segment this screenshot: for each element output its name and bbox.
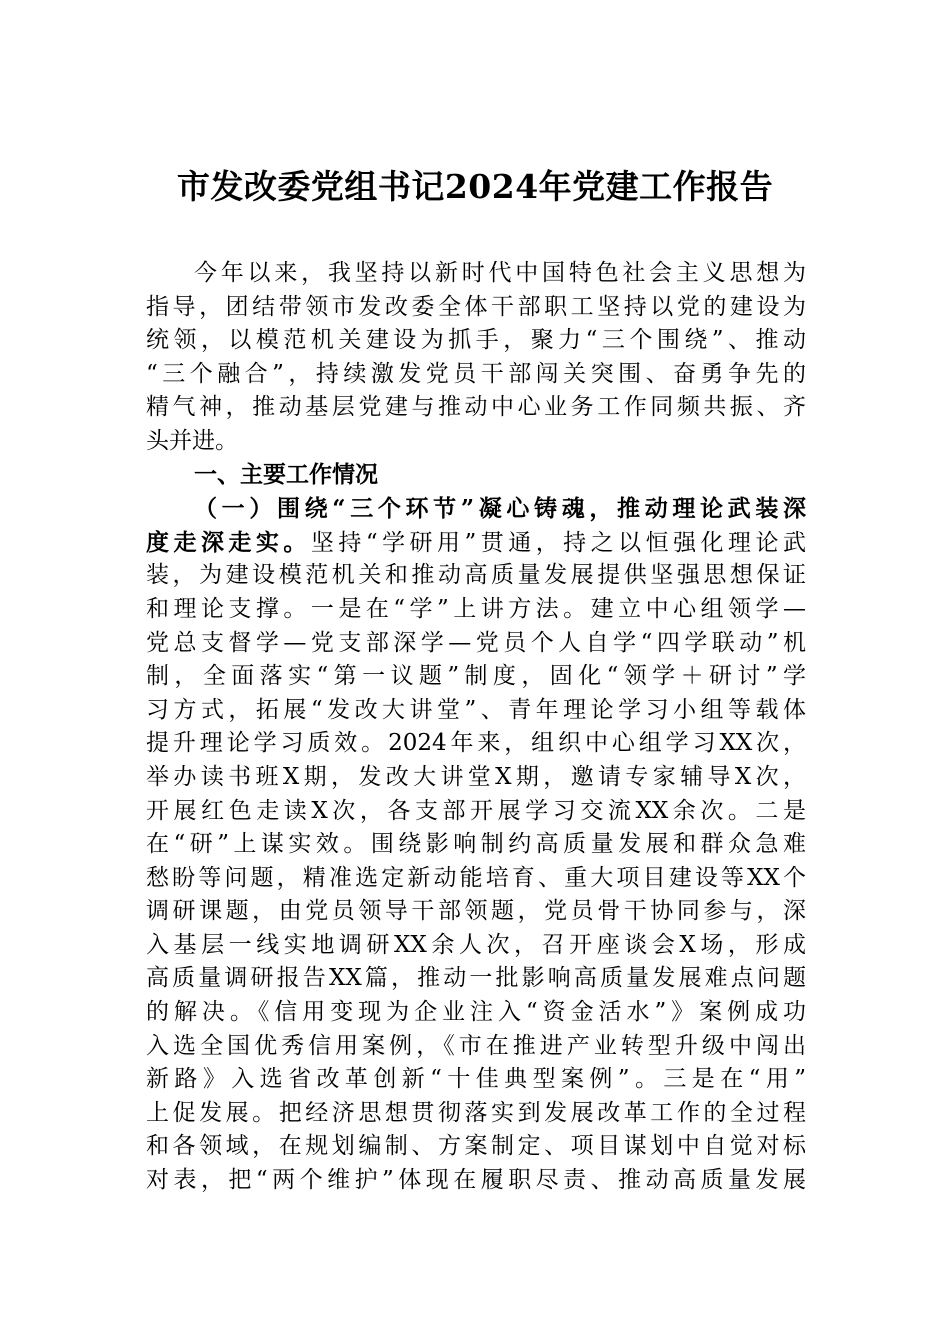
body-line: 举办读书班X期，发改大讲堂X期，邀请专家辅导X次， xyxy=(146,763,806,790)
body-line: 提升理论学习质效。2024年来，组织中心组学习XX次， xyxy=(146,730,806,757)
body-line: 党总支督学—党支部深学—党员个人自学“四学联动”机 xyxy=(146,629,806,656)
document-title: 市发改委党组书记2024年党建工作报告 xyxy=(176,167,774,206)
body-line: 高质量调研报告XX篇，推动一批影响高质量发展难点问题 xyxy=(146,965,806,992)
subsection-heading: （一）围绕“三个环节”凝心铸魂，推动理论武装深 xyxy=(194,495,806,523)
intro-line: 今年以来，我坚持以新时代中国特色社会主义思想为 xyxy=(194,260,806,286)
section-heading: 一、主要工作情况 xyxy=(194,461,378,488)
body-line: 愁盼等问题，精准选定新动能培育、重大项目建设等XX个 xyxy=(146,864,806,891)
intro-line: 头并进。 xyxy=(146,427,238,454)
body-line-mixed xyxy=(146,526,806,560)
body-line: 装，为建设模范机关和推动高质量发展提供坚强思想保证 xyxy=(146,562,806,589)
intro-line: “三个融合”，持续激发党员干部闯关突围、奋勇争先的 xyxy=(146,360,806,387)
body-line: 的解决。《信用变现为企业注入“资金活水”》案例成功 xyxy=(146,999,806,1026)
body-line: 在“研”上谋实效。围绕影响制约高质量发展和群众急难 xyxy=(146,831,806,858)
body-line: 制，全面落实“第一议题”制度，固化“领学＋研讨”学 xyxy=(146,663,806,690)
intro-line: 统领，以模范机关建设为抓手，聚力“三个围绕”、推动 xyxy=(146,327,806,354)
intro-line: 指导，团结带领市发改委全体干部职工坚持以党的建设为 xyxy=(146,293,806,320)
body-line: 开展红色走读X次，各支部开展学习交流XX余次。二是 xyxy=(146,797,806,824)
body-line: 对表，把“两个维护”体现在履职尽责、推动高质量发展 xyxy=(146,1167,806,1194)
body-line: 调研课题，由党员领导干部领题，党员骨干协同参与，深 xyxy=(146,898,806,925)
body-line: 和各领域，在规划编制、方案制定、项目谋划中自觉对标 xyxy=(146,1133,806,1160)
body-text: 坚持“学研用”贯通，持之以恒强化理论武 xyxy=(310,529,806,556)
body-line: 和理论支撑。一是在“学”上讲方法。建立中心组领学— xyxy=(146,595,806,622)
body-line: 上促发展。把经济思想贯彻落实到发展改革工作的全过程 xyxy=(146,1099,806,1126)
document-body xyxy=(146,257,806,1198)
body-line: 入选全国优秀信用案例，《市在推进产业转型升级中闯出 xyxy=(146,1032,806,1059)
intro-line: 精气神，推动基层党建与推动中心业务工作同频共振、齐 xyxy=(146,394,806,421)
subsection-heading-continued: 度走深走实。 xyxy=(146,528,311,556)
body-line: 习方式，拓展“发改大讲堂”、青年理论学习小组等载体 xyxy=(146,696,806,723)
body-line: 入基层一线实地调研XX余人次，召开座谈会X场，形成 xyxy=(146,931,806,958)
body-line: 新路》入选省改革创新“十佳典型案例”。三是在“用” xyxy=(146,1066,806,1093)
